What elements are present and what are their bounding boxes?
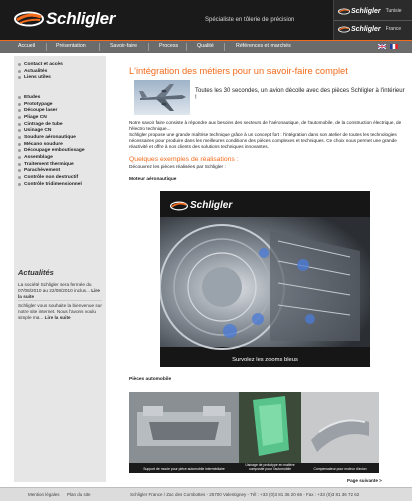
bullet-icon [18, 123, 21, 126]
bullet-icon [18, 103, 21, 106]
zoom-hotspot-icon[interactable] [297, 259, 309, 271]
sidebar-item-usinage[interactable]: Usinage CN [18, 127, 106, 134]
nav-item-presentation[interactable]: Présentation [56, 43, 86, 49]
zoom-hotspot-icon[interactable] [252, 313, 264, 325]
section-subtitle: Découvrez les pièces réalisées par Schligler : [129, 165, 226, 170]
paragraph: Schligler propose une grande maîtrise technique grâce à un concept fort : l'intégration dans son atelier de toutes les technologies nécessaires pour produire dans les meilleures conditions des pièces complexes et techniques. Ce choix nous permet une grande réactivité et offre à nos clients des solutions techniques innovantes. [129, 132, 397, 149]
sidebar-item-soudure-aero[interactable]: Soudure aéronautique [18, 134, 106, 141]
sidebar-item-controle-nd[interactable]: Contrôle non destructif [18, 174, 106, 181]
bullet-icon [18, 149, 21, 152]
site-logo-text: Schligler [351, 25, 381, 33]
logo-swirl-icon [338, 8, 350, 15]
nav-item-qualite[interactable]: Qualité [197, 43, 214, 49]
sidebar-item-mecano-soudure[interactable]: Mécano soudure [18, 141, 106, 148]
site-tunisie-link[interactable] [338, 4, 402, 18]
zoom-hotspot-icon[interactable] [305, 314, 315, 324]
auto-caption: Compensateur pour moteur d'avion [313, 467, 367, 471]
divider [148, 43, 149, 51]
bullet-icon [18, 176, 21, 179]
sidebar-item-controle-3d[interactable]: Contrôle tridimensionnel [18, 181, 106, 188]
sidebar-process-links [18, 94, 106, 188]
nav-item-references[interactable]: Références et marchés [236, 43, 291, 49]
bullet-icon [18, 76, 21, 79]
bullet-icon [18, 143, 21, 146]
sidebar-item-actualites[interactable]: Actualités [18, 68, 106, 75]
divider [99, 43, 100, 51]
engine-illustration [160, 191, 370, 367]
sidebar-item-decoupage[interactable]: Découpage emboutissage [18, 148, 106, 155]
zoom-hotspot-icon[interactable] [223, 324, 237, 338]
engine-logo: Schligler [170, 200, 232, 211]
page-title: L'intégration des métiers pour un savoir-faire complet [129, 66, 348, 76]
news-item: Schligler vous souhaite la bienvenue sur notre site internet. Nous l'avons voulu simple ma... Lire la suite [18, 303, 102, 321]
auto-caption: Usinage de prototype en matière composite pour l'automobile [245, 463, 295, 471]
news-heading: Actualités [18, 268, 54, 277]
auto-caption: Support de moule pour pièce automobile intermédiaire [143, 467, 225, 471]
news-item: La société Schligler sera fermée du 07/08/2010 au 22/08/2010 inclus... Lire la suite [18, 282, 100, 300]
bullet-icon [18, 163, 21, 166]
sidebar-item-traitement[interactable]: Traitement thermique [18, 161, 106, 168]
divider [224, 43, 225, 51]
bullet-icon [18, 129, 21, 132]
nav-item-process[interactable]: Process [159, 43, 179, 49]
sidebar-top-links [18, 61, 106, 81]
auto-parts-gallery [129, 392, 379, 473]
sidebar-item-parachevement[interactable]: Parachèvement [18, 168, 106, 175]
logo-swirl-icon [170, 201, 188, 211]
footer-link-plan[interactable]: Plan du site [67, 492, 91, 497]
divider [18, 300, 102, 301]
divider [334, 20, 412, 21]
bullet-icon [18, 169, 21, 172]
divider [46, 43, 47, 51]
bullet-icon [18, 109, 21, 112]
sidebar-item-cintrage[interactable]: Cintrage de tube [18, 121, 106, 128]
sidebar-item-etudes[interactable]: Etudes [18, 94, 106, 101]
intro-text: Toutes les 30 secondes, un avion décolle avec des pièces Schligler à l'intérieur ! [195, 88, 405, 102]
aero-label: Moteur aéronautique [129, 177, 177, 182]
logo-text: Schligler [46, 9, 116, 28]
bullet-icon [18, 183, 21, 186]
site-france-link[interactable] [338, 22, 401, 36]
bullet-icon [18, 63, 21, 66]
site-switcher [333, 0, 412, 40]
logo-swirl-icon [338, 26, 350, 33]
tagline: Spécialiste en tôlerie de précision [205, 17, 295, 23]
flag-france-icon[interactable] [390, 44, 398, 49]
logo-swirl-icon [14, 11, 44, 27]
nav-item-accueil[interactable]: Accueil [18, 43, 36, 49]
paragraph: Notre savoir faire consiste à répondre aux besoins des secteurs de l'aéronautique, de l'automobile, de la construction électrique, de l'électro technique... [129, 120, 402, 131]
site-country: France [385, 26, 402, 32]
airplane-image [134, 80, 190, 115]
header [0, 0, 412, 40]
sidebar [14, 56, 106, 482]
main-nav [0, 40, 412, 53]
engine-image[interactable] [160, 191, 370, 367]
nav-item-savoir-faire[interactable]: Savoir-faire [110, 43, 138, 49]
section-heading: Quelques exemples de réalisations : [129, 156, 239, 163]
sidebar-item-liens[interactable]: Liens utiles [18, 74, 106, 81]
sidebar-item-prototypage[interactable]: Prototypage [18, 101, 106, 108]
auto-parts-image [129, 392, 379, 473]
zoom-hotspot-icon[interactable] [259, 248, 269, 258]
sidebar-item-pliage[interactable]: Pliage CN [18, 114, 106, 121]
site-logo-text: Schligler [351, 7, 381, 15]
footer [0, 487, 412, 501]
bullet-icon [18, 156, 21, 159]
site-logo[interactable] [14, 8, 115, 30]
bullet-icon [18, 96, 21, 99]
bullet-icon [18, 70, 21, 73]
footer-link-mentions[interactable]: Mention légales [28, 492, 60, 497]
sidebar-item-assemblage[interactable]: Assemblage [18, 154, 106, 161]
bullet-icon [18, 116, 21, 119]
bullet-icon [18, 136, 21, 139]
flag-uk-icon[interactable] [378, 44, 386, 49]
next-page-link[interactable]: Page suivante > [347, 478, 382, 483]
sidebar-item-contact[interactable]: Contact et accès [18, 61, 106, 68]
footer-address: Schligler France / Zac des Combottes - 25700 Valentigney - Tél : +33 (0)3 81 36 20 66 - Fax : +33 (0)3 81 36 72 62 [130, 492, 360, 497]
read-more-link[interactable]: Lire la suite [18, 288, 100, 300]
divider [186, 43, 187, 51]
auto-label: Pièces automobile [129, 377, 172, 382]
sidebar-item-decoupe-laser[interactable]: Découpe laser [18, 107, 106, 114]
site-country: Tunisie [385, 8, 402, 14]
read-more-link[interactable]: Lire la suite [44, 315, 71, 321]
engine-caption: Survolez les zooms bleus [232, 357, 298, 363]
